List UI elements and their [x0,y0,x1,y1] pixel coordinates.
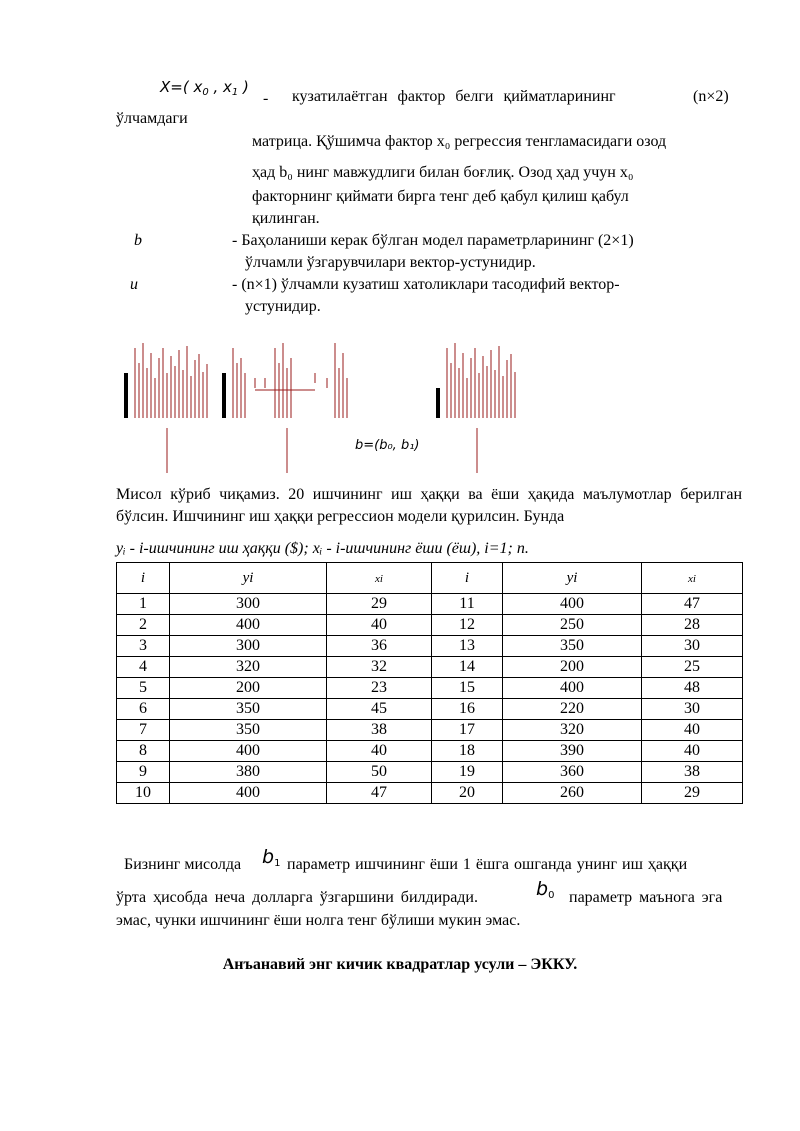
table-header-row [117,563,743,594]
table-cell: 38 [327,720,432,741]
table-cell: 6 [117,699,170,720]
example-last-line: yᵢ - i-ишчининг иш ҳаққи ($); xᵢ - i-ишчининг ёши (ёш), i=1; n. [116,540,529,557]
table-cell: 30 [642,699,743,720]
broken-formula-glyphs [115,328,535,478]
table-cell: 40 [642,741,743,762]
table-cell: 47 [327,783,432,804]
table-cell: 350 [503,636,642,657]
table-cell: 5 [117,678,170,699]
u-def-line1: - (n×1) ўлчамли кузатиш хатоликлари тасодифий вектор- [232,276,620,293]
table-cell: 50 [327,762,432,783]
explanation-line1a: Бизнинг мисолда [124,856,242,873]
table-cell: 9 [117,762,170,783]
table-cell: 3 [117,636,170,657]
x-def-line2: ҳад b₀ нинг мавжудлиги билан боғлиқ. Озод ҳад учун x₀ [252,164,634,181]
table-cell: 220 [503,699,642,720]
table-row [117,615,743,636]
table-cell: 13 [432,636,503,657]
table-cell: 350 [170,720,327,741]
explanation-line2a: ўрта ҳисобда неча долларга ўзгаршини билдиради. [116,889,478,906]
x-unit: ўлчамдаги [116,110,188,127]
table-cell: 16 [432,699,503,720]
table-cell: 29 [327,594,432,615]
explanation-line3: эмас, чунки ишчининг ёши нолга тенг бўлиши мукин эмас. [116,912,521,929]
table-row [117,699,743,720]
header-i: i [117,563,170,594]
b-def-line2: ўлчамли ўзгарувчилари вектор-устунидир. [245,254,536,271]
table-cell: 45 [327,699,432,720]
table-cell: 200 [503,657,642,678]
table-cell: 40 [327,741,432,762]
table-cell: 23 [327,678,432,699]
table-cell: 15 [432,678,503,699]
table-cell: 10 [117,783,170,804]
u-symbol: u [130,276,138,293]
table-cell: 38 [642,762,743,783]
table-row [117,594,743,615]
table-cell: 400 [170,741,327,762]
table-cell: 28 [642,615,743,636]
table-cell: 40 [327,615,432,636]
table-cell: 8 [117,741,170,762]
x-definition-text: кузатилаётган фактор белги қийматларининг [292,88,616,105]
table-cell: 11 [432,594,503,615]
table-cell: 300 [170,636,327,657]
section-heading: Анъанавий энг кичик квадратлар усули – ЭККУ. [222,956,578,973]
x-dimension: (n×2) [693,88,729,105]
table-cell: 29 [642,783,743,804]
table-cell: 400 [503,678,642,699]
u-def-line2: устунидир. [245,298,321,315]
table-row [117,720,743,741]
table-cell: 250 [503,615,642,636]
table-cell: 4 [117,657,170,678]
table-cell: 200 [170,678,327,699]
table-cell: 18 [432,741,503,762]
table-cell: 350 [170,699,327,720]
table-row [117,783,743,804]
x-def-line1: матрица. Қўшимча фактор x₀ регрессия тенгламасидаги озод [252,133,667,150]
table-cell: 32 [327,657,432,678]
table-cell: 12 [432,615,503,636]
table-cell: 320 [170,657,327,678]
data-table [116,562,743,804]
example-paragraph: Мисол кўриб чиқамиз. 20 ишчининг иш ҳаққи ва ёши ҳақида маълумотлар берилган бўлсин. Ишчининг иш ҳаққи регрессион модели қурилсин. Бунда [116,486,742,525]
explanation-line2b: параметр маънога эга [569,889,723,906]
b1-symbol: $b_1$ [262,846,281,869]
table-cell: 360 [503,762,642,783]
table-cell: 2 [117,615,170,636]
x-def-line3: факторнинг қиймати бирга тенг деб қабул қилиш қабул [252,188,629,205]
table-row [117,741,743,762]
header-xi: xi [327,563,432,594]
table-cell: 400 [170,615,327,636]
x-dash: - [263,90,269,107]
table-row [117,657,743,678]
table-cell: 19 [432,762,503,783]
table-cell: 400 [170,783,327,804]
b-symbol: b [134,232,142,249]
header-xi-2: xi [642,563,743,594]
b-vector-formula: b=(b₀, b₁) [355,438,420,453]
header-yi-2: yi [503,563,642,594]
b0-symbol: $b_0$ [536,878,555,901]
table-cell: 380 [170,762,327,783]
table-cell: 48 [642,678,743,699]
table-cell: 1 [117,594,170,615]
table-cell: 30 [642,636,743,657]
table-cell: 14 [432,657,503,678]
table-row [117,762,743,783]
table-cell: 320 [503,720,642,741]
header-i-2: i [432,563,503,594]
table-cell: 390 [503,741,642,762]
x-def-line4: қилинган. [252,210,320,227]
explanation-line1b: параметр ишчининг ёши 1 ёшга ошганда унинг иш ҳаққи [287,856,688,873]
table-cell: 40 [642,720,743,741]
table-cell: 300 [170,594,327,615]
table-row [117,678,743,699]
table-cell: 7 [117,720,170,741]
table-cell: 17 [432,720,503,741]
table-cell: 260 [503,783,642,804]
header-yi: yi [170,563,327,594]
b-def-line1: - Баҳоланиши керак бўлган модел параметрларининг (2×1) [232,232,634,249]
table-cell: 36 [327,636,432,657]
table-row [117,636,743,657]
table-cell: 47 [642,594,743,615]
table-cell: 25 [642,657,743,678]
table-cell: 20 [432,783,503,804]
table-cell: 400 [503,594,642,615]
x-formula: X=( $x_0$ , $x_1$ ) [160,78,249,98]
